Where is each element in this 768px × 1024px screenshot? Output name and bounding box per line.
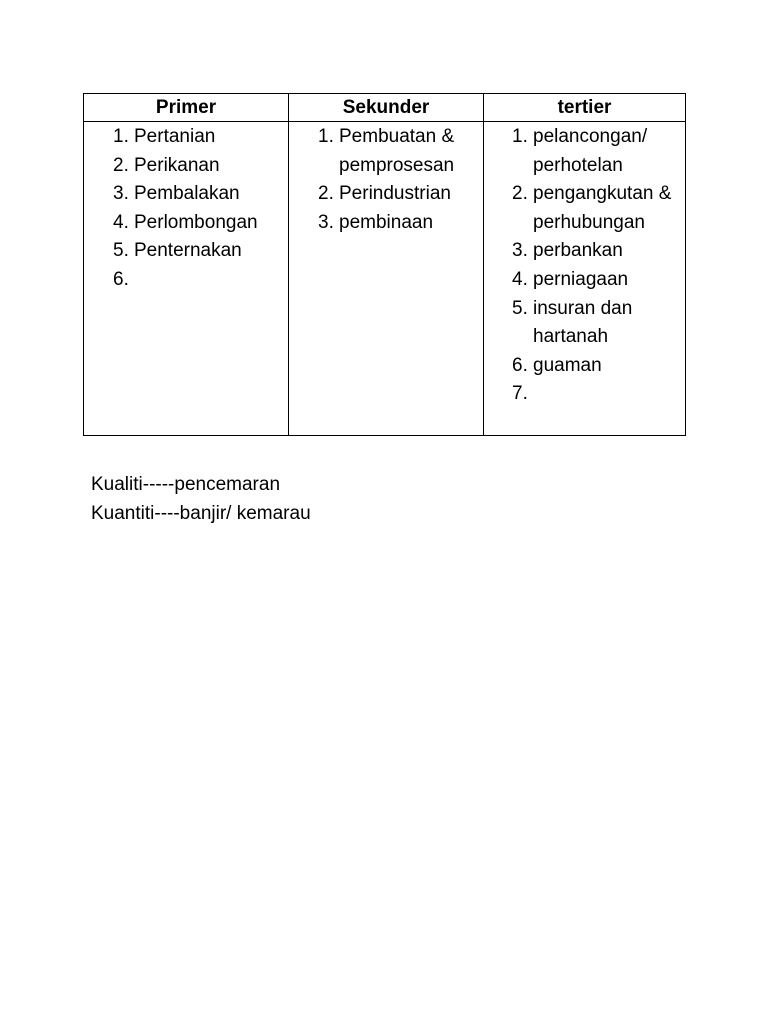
table-body-row [84, 122, 686, 436]
list-item: 6. guaman [512, 354, 602, 376]
list-item: 1. Pembuatan & pemprosesan [318, 126, 455, 176]
list-item: 5. insuran dan hartanah [512, 297, 633, 348]
note-kuantiti: Kuantiti----banjir/ kemarau [91, 503, 311, 524]
list-item: 2. Perikanan [113, 154, 220, 176]
notes-block [91, 470, 311, 528]
list-item: 6. [113, 268, 129, 290]
list-item: 7. [512, 383, 528, 405]
list-item: 3. perbankan [512, 240, 623, 262]
header-primer: Primer [84, 94, 289, 122]
table-header-row [84, 94, 686, 122]
sekunder-cell [289, 122, 484, 436]
primer-list [84, 122, 288, 295]
list-item: 4. perniagaan [512, 268, 629, 290]
list-item: 4. Perlombongan [113, 211, 258, 233]
header-tertier: tertier [484, 94, 686, 122]
list-item: 1. Pertanian [113, 126, 216, 147]
tertier-cell [484, 122, 686, 436]
note-kualiti: Kualiti-----pencemaran [91, 474, 281, 495]
list-item: 2. Perindustrian [318, 183, 451, 205]
list-item: 3. pembinaan [318, 211, 434, 233]
list-item: 5. Penternakan [113, 240, 242, 262]
list-item: 3. Pembalakan [113, 183, 240, 205]
tertier-list [484, 122, 685, 409]
header-sekunder: Sekunder [289, 94, 484, 122]
sector-table [83, 93, 686, 436]
list-item: 2. pengangkutan & perhubungan [512, 183, 672, 233]
primer-cell [84, 122, 289, 436]
list-item: 1. pelancongan/ perhotelan [512, 126, 648, 176]
sekunder-list [289, 122, 483, 237]
